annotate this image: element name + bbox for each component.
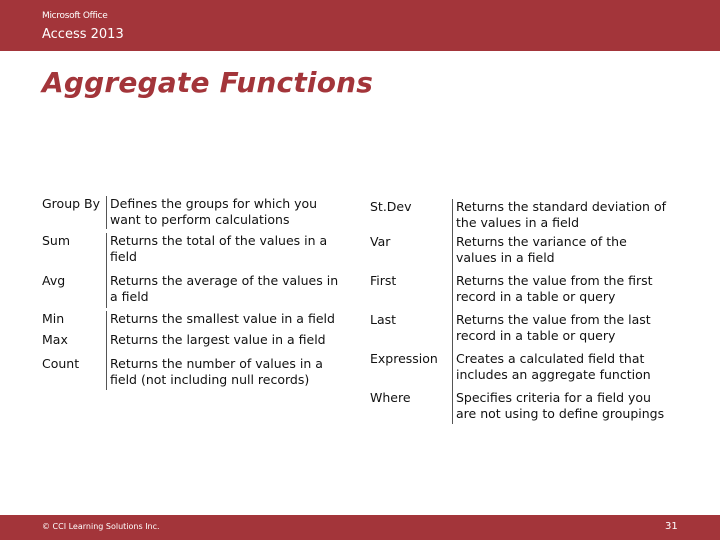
copyright-text: © CCI Learning Solutions Inc. (42, 522, 160, 531)
function-term: Last (370, 312, 397, 327)
function-definition: Returns the variance of the values in a field (452, 234, 670, 273)
function-term: Avg (42, 273, 66, 288)
function-definition: Returns the total of the values in a field (106, 233, 342, 273)
table-row (370, 390, 670, 424)
function-definition: Returns the value from the first record in a table or query (452, 273, 670, 312)
function-definition: Returns the largest value in a field (106, 332, 342, 356)
function-term: Var (370, 234, 391, 249)
table-row (42, 308, 342, 332)
slide-title: Aggregate Functions (42, 66, 374, 99)
table-row (42, 196, 342, 229)
function-term: Max (42, 332, 68, 347)
function-definition: Creates a calculated field that includes an aggregate function (452, 351, 670, 390)
function-term: Group By (42, 196, 101, 211)
function-definition: Returns the average of the values in a field (106, 273, 342, 308)
table-row (42, 332, 342, 356)
function-term: Where (370, 390, 411, 405)
table-row (370, 312, 670, 351)
header-bar (0, 0, 720, 51)
function-term: St.Dev (370, 199, 412, 214)
product-label: Access 2013 (42, 27, 124, 42)
function-definition: Defines the groups for which you want to perform calculations (106, 196, 342, 229)
table-row (370, 234, 670, 273)
right-function-table (370, 196, 670, 424)
table-row (370, 351, 670, 390)
function-definition: Returns the value from the last record in a table or query (452, 312, 670, 351)
function-term: Sum (42, 233, 71, 248)
function-term: First (370, 273, 397, 288)
function-term: Min (42, 311, 65, 326)
footer-bar (0, 515, 720, 540)
function-term: Count (42, 356, 80, 371)
function-definition: Returns the standard deviation of the values in a field (452, 199, 670, 234)
table-row (42, 273, 342, 308)
table-row (42, 229, 342, 273)
page-number: 31 (665, 521, 678, 532)
table-row (370, 196, 670, 234)
function-definition: Returns the number of values in a field (not including null records) (106, 356, 342, 390)
table-row (370, 273, 670, 312)
function-definition: Returns the smallest value in a field (106, 311, 342, 332)
table-row (42, 356, 342, 390)
left-function-table (42, 196, 342, 390)
function-definition: Specifies criteria for a field you are not using to define groupings (452, 390, 670, 424)
function-term: Expression (370, 351, 438, 366)
brand-label: Microsoft Office (42, 11, 108, 21)
